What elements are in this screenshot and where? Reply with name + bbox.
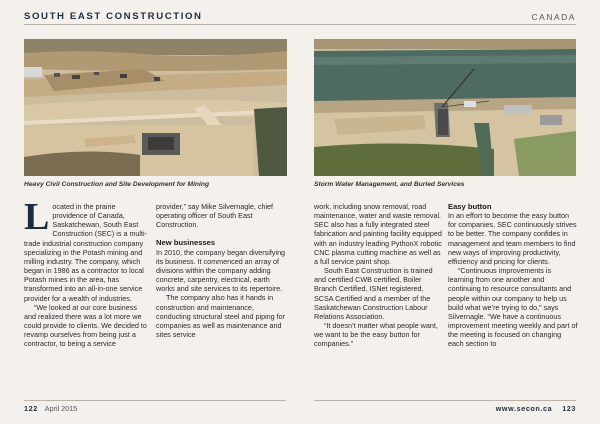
header-rule xyxy=(24,24,576,25)
section-heading-new-businesses: New businesses xyxy=(156,238,216,248)
footer-right xyxy=(496,404,576,413)
paragraph: “Continuous improvements is learning from one another and continuing to resource consultants and people within our company to help us build what we’re trying to do,” says Silvernagle. “We have a continuous improvement meeting weekly and part of the meeting is focused on changing each section to xyxy=(448,266,578,349)
photo-storm-water xyxy=(314,39,576,176)
article-column-3 xyxy=(314,202,444,349)
paragraph: “We looked at our core business and realized there was a lot more we could provide to clients. We decided to revamp ourselves from being just a contractor, to being a service xyxy=(24,302,147,349)
paragraph: provider,” say Mike Silvernagle, chief operating officer of South East Construction. xyxy=(156,202,274,230)
footer-rule-left xyxy=(24,400,286,401)
paragraph: In 2010, the company began diversifying its business. It commenced an array of divisions within the company adding concrete, carpentry, electrical, earth works and site services to its repertoire. xyxy=(156,247,286,294)
article-column-2 xyxy=(156,202,286,339)
section-title: SOUTH EAST CONSTRUCTION xyxy=(24,11,203,22)
photo-caption-storm-water: Storm Water Management, and Buried Services xyxy=(314,181,465,188)
section-heading-easy-button: Easy button xyxy=(448,202,492,211)
photo-mining-site xyxy=(24,39,287,176)
paragraph: work, including snow removal, road maintenance, water and waste removal. SEC also has a fully integrated steel fabrication and painting facility equipped with an industry leading PythonX robotic CNC plasma cutting machine as well as a full service paint shop. xyxy=(314,202,442,266)
photo-mining-site-image xyxy=(24,39,287,176)
website-url: www.secon.ca xyxy=(495,404,553,413)
page-number-left: 122 xyxy=(24,404,38,413)
footer-left xyxy=(24,404,77,413)
country-label: CANADA xyxy=(531,12,576,22)
paragraph: The company also has it hands in construction and maintenance, conducting structural steel and piping for companies as well as maintenance and sites service xyxy=(156,293,286,340)
article-column-4 xyxy=(448,202,578,349)
page-number-right: 123 xyxy=(562,404,576,413)
paragraph: In an effort to become the easy button for companies, SEC continuously strives to be better. The company confides in management and team members to find new ways of improving productivity, efficiency and pricing for clients. xyxy=(448,211,577,266)
photo-storm-water-image xyxy=(314,39,576,176)
footer-rule-right xyxy=(314,400,576,401)
photo-caption-mining: Heavy Civil Construction and Site Development for Mining xyxy=(24,181,210,188)
article-column-1 xyxy=(24,196,150,349)
paragraph: “It doesn’t matter what people want, we want to be the easy button for companies.” xyxy=(314,321,438,349)
drop-cap: L xyxy=(24,196,50,238)
issue-date: April 2015 xyxy=(44,404,78,413)
paragraph: South East Construction is trained and certified CWB certified, Boiler Branch Certified, ISNet registered, SCSA Certified and a member of the Saskatchewan Construction Labour Relations Association. xyxy=(314,266,433,321)
paragraph: ocated in the prairie providence of Canada, Saskatchewan, South East Construction (SEC) is a multi-trade industrial construction company specializing in the Potash mining and milling industry. The company, which began in 1986 as a contractor to local Potash mines in the area, has transformed into an all-in-one service provider for a wealth of industries. xyxy=(24,202,148,303)
